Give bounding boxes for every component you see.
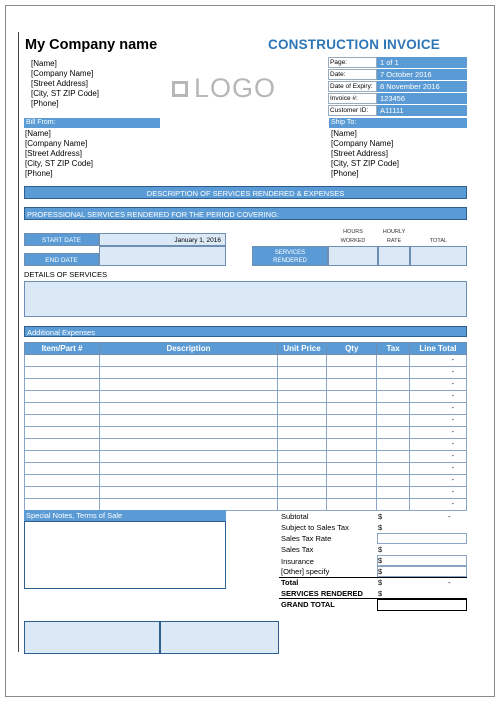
cell[interactable] bbox=[277, 391, 326, 403]
expense-table bbox=[24, 342, 467, 511]
hours-line2: WORKED bbox=[340, 238, 366, 244]
details-of-services-label: DETAILS OF SERVICES bbox=[24, 270, 108, 279]
line-total-cell: - bbox=[409, 355, 466, 367]
cell[interactable] bbox=[277, 499, 326, 511]
cell[interactable] bbox=[327, 367, 377, 379]
services-line1: SERVICES bbox=[274, 250, 306, 256]
meta-row-expiry bbox=[328, 81, 467, 92]
hours-worked-header bbox=[328, 229, 378, 244]
cell[interactable] bbox=[100, 415, 278, 427]
professional-services-bar: PROFESSIONAL SERVICES RENDERED FOR THE PERIOD COVERING: bbox=[24, 207, 467, 220]
bill-line: [Name] bbox=[25, 129, 51, 138]
cell[interactable] bbox=[100, 487, 278, 499]
subject-to-tax-currency: $ bbox=[378, 523, 383, 532]
line-total-cell: - bbox=[409, 415, 466, 427]
cell[interactable] bbox=[277, 415, 326, 427]
invoice-title: CONSTRUCTION INVOICE bbox=[268, 37, 441, 52]
cell[interactable] bbox=[327, 487, 377, 499]
cell[interactable] bbox=[100, 367, 278, 379]
cell[interactable] bbox=[100, 379, 278, 391]
cell[interactable] bbox=[277, 463, 326, 475]
cell[interactable] bbox=[327, 403, 377, 415]
cell[interactable] bbox=[377, 427, 410, 439]
cell[interactable] bbox=[327, 439, 377, 451]
description-bar: DESCRIPTION OF SERVICES RENDERED & EXPENSES bbox=[24, 186, 467, 199]
cell[interactable] bbox=[277, 451, 326, 463]
other-currency: $ bbox=[378, 567, 383, 576]
bill-from-address bbox=[25, 129, 93, 179]
cell[interactable] bbox=[377, 355, 410, 367]
table-row bbox=[25, 463, 467, 475]
cell[interactable] bbox=[25, 487, 100, 499]
cell[interactable] bbox=[25, 439, 100, 451]
hours-worked-field[interactable] bbox=[328, 246, 378, 266]
services-rendered-total-label: SERVICES RENDERED bbox=[281, 589, 363, 598]
subtotal-value: - bbox=[448, 512, 451, 521]
ship-line: [Phone] bbox=[331, 169, 359, 178]
cell[interactable] bbox=[327, 379, 377, 391]
cell[interactable] bbox=[327, 451, 377, 463]
cell[interactable] bbox=[100, 439, 278, 451]
special-notes-field[interactable] bbox=[24, 521, 226, 589]
table-row bbox=[25, 403, 467, 415]
table-row bbox=[25, 391, 467, 403]
company-address bbox=[31, 59, 99, 109]
sales-tax-currency: $ bbox=[378, 545, 383, 554]
total-currency: $ bbox=[378, 578, 383, 587]
signature-box-left[interactable] bbox=[24, 621, 160, 654]
total-rule bbox=[279, 577, 467, 578]
table-row bbox=[25, 427, 467, 439]
line-total-cell: - bbox=[409, 487, 466, 499]
line-total-cell: - bbox=[409, 427, 466, 439]
cell[interactable] bbox=[277, 439, 326, 451]
col-qty: Qty bbox=[327, 343, 377, 355]
cell[interactable] bbox=[327, 391, 377, 403]
line-total-cell: - bbox=[409, 403, 466, 415]
ship-line: [Company Name] bbox=[331, 139, 394, 148]
line-total-cell: - bbox=[409, 475, 466, 487]
meta-label: Invoice #: bbox=[328, 93, 377, 104]
meta-row-page bbox=[328, 57, 467, 68]
other-label: [Other] specify bbox=[281, 567, 330, 576]
cell[interactable] bbox=[377, 439, 410, 451]
hourly-rate-header bbox=[378, 229, 410, 244]
cell[interactable] bbox=[377, 379, 410, 391]
cell[interactable] bbox=[327, 415, 377, 427]
cell[interactable] bbox=[25, 415, 100, 427]
cell[interactable] bbox=[100, 451, 278, 463]
col-line-total: Line Total bbox=[409, 343, 466, 355]
cell[interactable] bbox=[327, 355, 377, 367]
cell[interactable] bbox=[327, 499, 377, 511]
sales-tax-rate-label: Sales Tax Rate bbox=[281, 534, 332, 543]
address-line: [Phone] bbox=[31, 99, 59, 108]
meta-label: Page: bbox=[328, 57, 377, 68]
cell[interactable] bbox=[100, 475, 278, 487]
table-row bbox=[25, 415, 467, 427]
meta-value[interactable]: 1 of 1 bbox=[377, 57, 467, 68]
start-date-field[interactable]: January 1, 2016 bbox=[99, 233, 226, 246]
line-total-cell: - bbox=[409, 391, 466, 403]
total-header: TOTAL bbox=[429, 238, 448, 244]
cell[interactable] bbox=[25, 403, 100, 415]
logo-square-icon bbox=[172, 81, 188, 97]
cell[interactable] bbox=[100, 499, 278, 511]
subtotal-label: Subtotal bbox=[281, 512, 309, 521]
table-row bbox=[25, 355, 467, 367]
cell[interactable] bbox=[25, 427, 100, 439]
meta-row-customer bbox=[328, 105, 467, 116]
line-total-cell: - bbox=[409, 463, 466, 475]
services-total-field[interactable] bbox=[410, 246, 467, 266]
cell[interactable] bbox=[100, 403, 278, 415]
end-date-label: END DATE bbox=[24, 253, 99, 266]
additional-expenses-bar: Additional Expenses bbox=[24, 326, 467, 337]
services-line2: RENDERED bbox=[273, 258, 307, 264]
cell[interactable] bbox=[377, 367, 410, 379]
cell[interactable] bbox=[25, 379, 100, 391]
rate-line1: HOURLY bbox=[382, 229, 406, 235]
meta-label: Date: bbox=[328, 69, 377, 80]
cell[interactable] bbox=[377, 391, 410, 403]
bill-line: [City, ST ZIP Code] bbox=[25, 159, 94, 168]
subtotal-currency: $ bbox=[378, 512, 383, 521]
logo bbox=[172, 73, 276, 104]
ship-line: [Street Address] bbox=[331, 149, 388, 158]
meta-row-date bbox=[328, 69, 467, 80]
meta-value[interactable]: 123456 bbox=[377, 93, 467, 104]
cell[interactable] bbox=[327, 427, 377, 439]
services-rendered-currency: $ bbox=[378, 589, 383, 598]
insurance-currency: $ bbox=[378, 556, 383, 565]
ship-line: [City, ST ZIP Code] bbox=[331, 159, 400, 168]
company-name: My Company name bbox=[25, 37, 158, 53]
ship-line: [Name] bbox=[331, 129, 357, 138]
cell[interactable] bbox=[25, 451, 100, 463]
meta-label: Date of Expiry: bbox=[328, 81, 377, 92]
cell[interactable] bbox=[277, 487, 326, 499]
address-line: [City, ST ZIP Code] bbox=[31, 89, 100, 98]
table-row bbox=[25, 379, 467, 391]
sales-tax-rate-field[interactable] bbox=[377, 533, 467, 544]
cell[interactable] bbox=[327, 475, 377, 487]
line-total-cell: - bbox=[409, 367, 466, 379]
address-line: [Street Address] bbox=[31, 79, 88, 88]
col-item: Item/Part # bbox=[25, 343, 100, 355]
end-date-field[interactable] bbox=[99, 246, 226, 266]
expense-header-row bbox=[25, 343, 467, 355]
logo-text: LOGO bbox=[194, 73, 277, 103]
cell[interactable] bbox=[25, 499, 100, 511]
cell[interactable] bbox=[25, 367, 100, 379]
cell[interactable] bbox=[100, 355, 278, 367]
table-row bbox=[25, 475, 467, 487]
col-tax: Tax bbox=[377, 343, 410, 355]
insurance-label: Insurance bbox=[281, 557, 314, 566]
meta-label: Customer ID: bbox=[328, 105, 377, 116]
cell[interactable] bbox=[277, 475, 326, 487]
rate-line2: RATE bbox=[386, 238, 402, 244]
start-date-label: START DATE bbox=[24, 233, 99, 246]
ship-to-header: Ship To: bbox=[329, 118, 467, 128]
line-total-cell: - bbox=[409, 379, 466, 391]
cell[interactable] bbox=[377, 475, 410, 487]
cell[interactable] bbox=[377, 415, 410, 427]
meta-value[interactable]: 7 October 2016 bbox=[377, 69, 467, 80]
special-notes-header: Special Notes, Terms of Sale bbox=[24, 510, 226, 521]
cell[interactable] bbox=[327, 463, 377, 475]
cell[interactable] bbox=[277, 355, 326, 367]
table-row bbox=[25, 367, 467, 379]
cell[interactable] bbox=[377, 451, 410, 463]
table-row bbox=[25, 439, 467, 451]
services-rendered-label bbox=[252, 246, 328, 266]
cell[interactable] bbox=[25, 475, 100, 487]
table-row bbox=[25, 487, 467, 499]
bill-line: [Company Name] bbox=[25, 139, 88, 148]
cell[interactable] bbox=[377, 463, 410, 475]
grand-total-field[interactable] bbox=[377, 599, 467, 611]
col-unit-price: Unit Price bbox=[277, 343, 326, 355]
bill-line: [Street Address] bbox=[25, 149, 82, 158]
line-total-cell: - bbox=[409, 499, 466, 511]
meta-value[interactable]: A11111 bbox=[377, 105, 467, 116]
cell[interactable] bbox=[25, 463, 100, 475]
other-field[interactable] bbox=[377, 566, 467, 577]
cell[interactable] bbox=[377, 403, 410, 415]
cell[interactable] bbox=[100, 391, 278, 403]
table-row bbox=[25, 499, 467, 511]
hours-line1: HOURS bbox=[343, 229, 363, 235]
sales-tax-label: Sales Tax bbox=[281, 545, 314, 554]
line-total-cell: - bbox=[409, 451, 466, 463]
cell[interactable] bbox=[100, 427, 278, 439]
details-of-services-field[interactable] bbox=[24, 281, 467, 317]
bill-line: [Phone] bbox=[25, 169, 53, 178]
bill-from-header: Bill From: bbox=[24, 118, 160, 128]
cell[interactable] bbox=[25, 355, 100, 367]
total-label: Total bbox=[281, 578, 299, 587]
cell[interactable] bbox=[25, 391, 100, 403]
cell[interactable] bbox=[277, 427, 326, 439]
total-value: - bbox=[448, 578, 451, 587]
insurance-field[interactable] bbox=[377, 555, 467, 566]
line-total-cell: - bbox=[409, 439, 466, 451]
address-line: [Company Name] bbox=[31, 69, 94, 78]
cell[interactable] bbox=[377, 487, 410, 499]
cell[interactable] bbox=[377, 499, 410, 511]
hourly-rate-field[interactable] bbox=[378, 246, 410, 266]
invoice-meta bbox=[328, 57, 467, 117]
cell[interactable] bbox=[100, 463, 278, 475]
table-row bbox=[25, 451, 467, 463]
signature-box-right[interactable] bbox=[160, 621, 279, 654]
subject-to-tax-label: Subject to Sales Tax bbox=[281, 523, 349, 532]
cell[interactable] bbox=[277, 403, 326, 415]
left-frame-line bbox=[18, 32, 19, 652]
meta-value[interactable]: 8 November 2016 bbox=[377, 81, 467, 92]
cell[interactable] bbox=[277, 379, 326, 391]
address-line: [Name] bbox=[31, 59, 57, 68]
cell[interactable] bbox=[277, 367, 326, 379]
ship-to-address bbox=[331, 129, 399, 179]
meta-row-invoice bbox=[328, 93, 467, 104]
col-description: Description bbox=[100, 343, 278, 355]
grand-total-label: GRAND TOTAL bbox=[281, 600, 335, 609]
